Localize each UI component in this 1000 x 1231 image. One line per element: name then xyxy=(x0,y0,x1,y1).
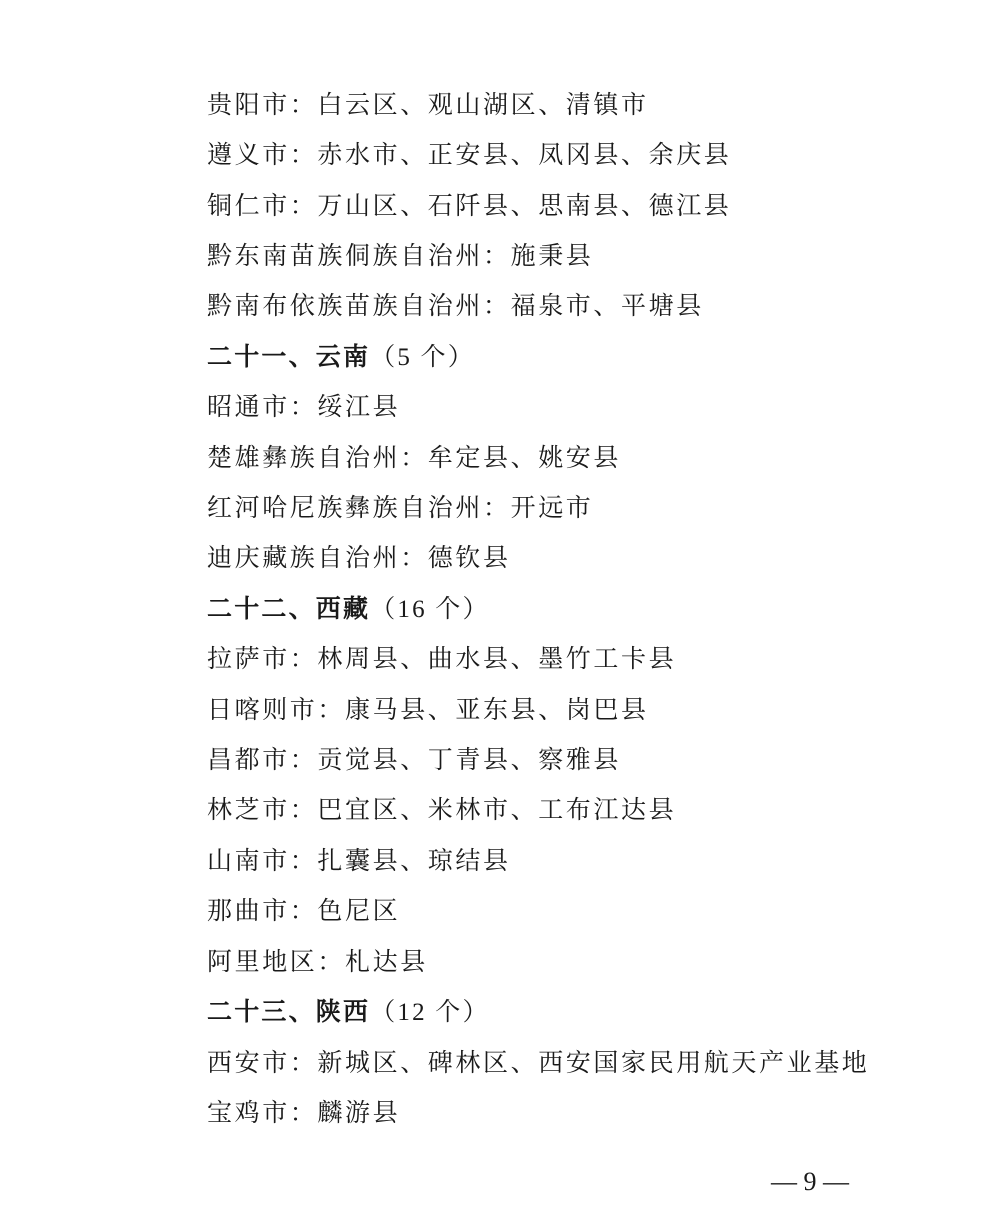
list-item: 红河哈尼族彝族自治州：开远市 xyxy=(207,493,594,522)
list-item: 铜仁市：万山区、石阡县、思南县、德江县 xyxy=(207,191,732,220)
list-item: 宝鸡市：麟游县 xyxy=(207,1098,401,1127)
list-item: 贵阳市：白云区、观山湖区、清镇市 xyxy=(207,90,649,119)
list-item: 日喀则市：康马县、亚东县、岗巴县 xyxy=(207,695,649,724)
list-item: 拉萨市：林周县、曲水县、墨竹工卡县 xyxy=(207,644,677,673)
section-heading xyxy=(207,992,490,1032)
list-item: 昌都市：贡觉县、丁青县、察雅县 xyxy=(207,745,622,774)
list-item: 迪庆藏族自治州：德钦县 xyxy=(207,543,511,572)
list-item: 遵义市：赤水市、正安县、凤冈县、余庆县 xyxy=(207,140,732,169)
list-item: 西安市：新城区、碑林区、西安国家民用航天产业基地 xyxy=(207,1048,870,1077)
list-item: 山南市：扎囊县、琼结县 xyxy=(207,846,511,875)
section-heading-title: 二十一、云南 xyxy=(207,342,371,371)
section-heading-title: 二十三、陕西 xyxy=(207,997,371,1026)
section-heading xyxy=(207,589,490,629)
section-heading-title: 二十二、西藏 xyxy=(207,594,371,623)
list-item: 楚雄彝族自治州：牟定县、姚安县 xyxy=(207,443,622,472)
list-item: 阿里地区：札达县 xyxy=(207,947,428,976)
list-item: 黔南布依族苗族自治州：福泉市、平塘县 xyxy=(207,291,704,320)
page-number: — 9 — xyxy=(771,1167,849,1196)
list-item: 黔东南苗族侗族自治州：施秉县 xyxy=(207,241,594,270)
list-item: 林芝市：巴宜区、米林市、工布江达县 xyxy=(207,795,677,824)
list-item: 那曲市：色尼区 xyxy=(207,896,401,925)
list-item: 昭通市：绥江县 xyxy=(207,392,401,421)
section-heading-count: （16 个） xyxy=(370,596,490,623)
section-heading-count: （12 个） xyxy=(370,999,490,1026)
section-heading-count: （5 个） xyxy=(370,344,475,371)
section-heading xyxy=(207,337,475,377)
